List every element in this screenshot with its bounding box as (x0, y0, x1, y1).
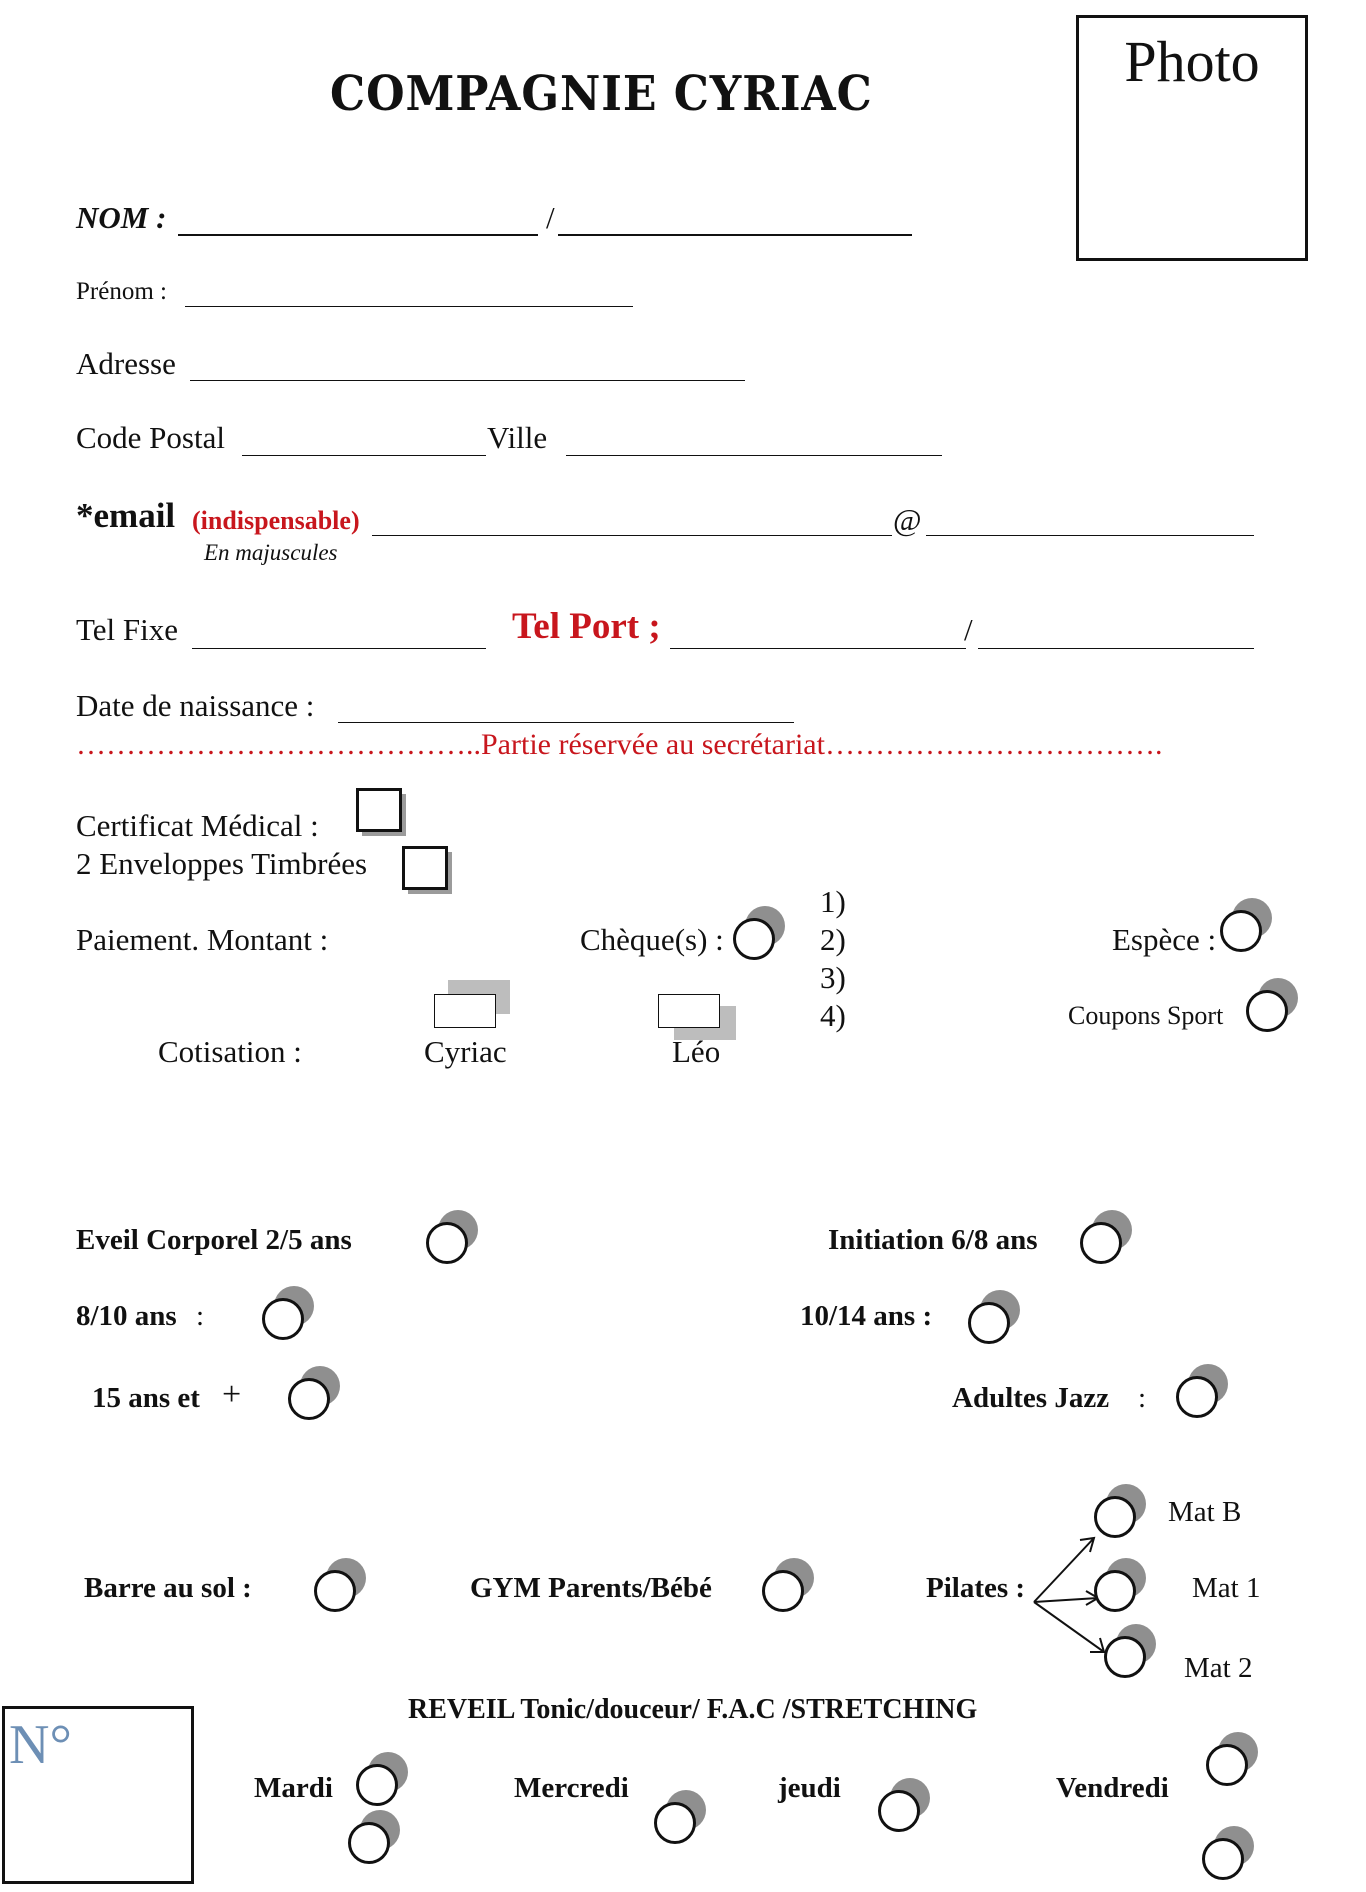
email-hint: En majuscules (204, 540, 338, 565)
tel-port-separator: / (964, 612, 973, 647)
course-10-14-label: 10/14 ans : (800, 1300, 933, 1332)
course-adultes-label: Adultes Jazz (952, 1382, 1110, 1414)
cheque-number-2: 2) (820, 922, 846, 957)
day-jeudi-radio[interactable] (878, 1790, 920, 1832)
coupons-label: Coupons Sport (1068, 1001, 1224, 1030)
photo-box (1076, 15, 1308, 261)
tel-port-label: Tel Port ; (512, 606, 661, 647)
course-15-label: 15 ans et (92, 1382, 200, 1414)
course-gym-radio[interactable] (762, 1570, 804, 1612)
code-postal-field[interactable] (242, 455, 486, 456)
day-mardi-radio-2[interactable] (348, 1822, 390, 1864)
cotisation-cyriac-box[interactable] (434, 994, 496, 1030)
tel-fixe-field[interactable] (192, 648, 486, 649)
course-adultes-colon: : (1138, 1382, 1147, 1414)
cotisation-cyriac-label: Cyriac (424, 1034, 507, 1069)
course-8-10-colon: : (196, 1300, 205, 1332)
nom-separator: / (546, 200, 555, 235)
day-mercredi-radio[interactable] (654, 1802, 696, 1844)
paiement-label: Paiement. Montant : (76, 922, 329, 957)
pilates-mat-2-radio[interactable] (1104, 1636, 1146, 1678)
cotisation-leo-box[interactable] (658, 994, 720, 1030)
secretariat-banner: …………………………………..Partie réservée au secrétariat……………………………. (76, 728, 1163, 761)
cheque-number-3: 3) (820, 960, 846, 995)
cotisation-label: Cotisation : (158, 1034, 302, 1069)
ville-field[interactable] (566, 455, 942, 456)
naissance-field[interactable] (338, 722, 794, 723)
course-initiation-label: Initiation 6/8 ans (828, 1224, 1038, 1256)
course-barre-label: Barre au sol : (84, 1572, 252, 1604)
espece-radio[interactable] (1220, 910, 1262, 952)
nom-label: NOM : (76, 200, 167, 235)
email-local-field[interactable] (372, 535, 892, 536)
course-gym-label: GYM Parents/Bébé (470, 1572, 712, 1604)
pilates-mat-2-label: Mat 2 (1184, 1652, 1253, 1684)
day-mardi-radio-1[interactable] (356, 1764, 398, 1806)
course-8-10-radio[interactable] (262, 1298, 304, 1340)
course-pilates-label: Pilates : (926, 1572, 1026, 1604)
nom-field[interactable] (178, 234, 538, 236)
course-15-radio[interactable] (288, 1378, 330, 1420)
reveil-heading: REVEIL Tonic/douceur/ F.A.C /STRETCHING (408, 1694, 978, 1725)
naissance-label: Date de naissance : (76, 688, 315, 723)
enveloppes-label: 2 Enveloppes Timbrées (76, 846, 368, 881)
pilates-mat-b-radio[interactable] (1094, 1496, 1136, 1538)
cheques-label: Chèque(s) : (580, 922, 724, 957)
tel-port-second-field[interactable] (978, 648, 1254, 649)
course-10-14-radio[interactable] (968, 1302, 1010, 1344)
cheque-number-4: 4) (820, 998, 846, 1033)
certificat-label: Certificat Médical : (76, 808, 319, 843)
adresse-label: Adresse (76, 346, 176, 381)
day-mardi-label: Mardi (254, 1772, 333, 1804)
coupons-radio[interactable] (1246, 990, 1288, 1032)
course-adultes-radio[interactable] (1176, 1376, 1218, 1418)
pilates-mat-1-radio[interactable] (1094, 1570, 1136, 1612)
email-label: *email (76, 496, 176, 535)
prenom-field[interactable] (185, 306, 633, 307)
nom-second-field[interactable] (558, 234, 912, 236)
adresse-field[interactable] (190, 380, 745, 381)
number-box (2, 1706, 194, 1884)
form-title: COMPAGNIE CYRIAC (330, 66, 873, 122)
enveloppes-checkbox[interactable] (402, 846, 448, 890)
photo-label: Photo (1124, 29, 1260, 94)
tel-port-field[interactable] (670, 648, 966, 649)
course-initiation-radio[interactable] (1080, 1222, 1122, 1264)
prenom-label: Prénom : (76, 278, 167, 305)
day-vendredi-radio-1[interactable] (1206, 1744, 1248, 1786)
course-eveil-radio[interactable] (426, 1222, 468, 1264)
tel-fixe-label: Tel Fixe (76, 612, 179, 647)
code-postal-label: Code Postal (76, 420, 225, 455)
certificat-checkbox[interactable] (356, 788, 402, 832)
course-eveil-label: Eveil Corporel 2/5 ans (76, 1224, 352, 1256)
course-8-10-label: 8/10 ans (76, 1300, 177, 1332)
day-mercredi-label: Mercredi (514, 1772, 629, 1804)
day-vendredi-label: Vendredi (1056, 1772, 1169, 1804)
cheque-number-1: 1) (820, 884, 846, 919)
email-domain-field[interactable] (926, 535, 1254, 536)
email-note: (indispensable) (192, 506, 360, 535)
cotisation-leo-label: Léo (672, 1034, 721, 1069)
pilates-mat-1-label: Mat 1 (1192, 1572, 1261, 1604)
number-label: N° (9, 1714, 72, 1776)
course-barre-radio[interactable] (314, 1570, 356, 1612)
pilates-mat-b-label: Mat B (1168, 1496, 1242, 1528)
cheques-radio[interactable] (733, 918, 775, 960)
day-vendredi-radio-2[interactable] (1202, 1838, 1244, 1880)
espece-label: Espèce : (1112, 922, 1217, 957)
day-jeudi-label: jeudi (778, 1772, 841, 1804)
ville-label: Ville (487, 420, 548, 455)
email-at: @ (893, 502, 922, 537)
course-15-plus: + (222, 1376, 242, 1413)
